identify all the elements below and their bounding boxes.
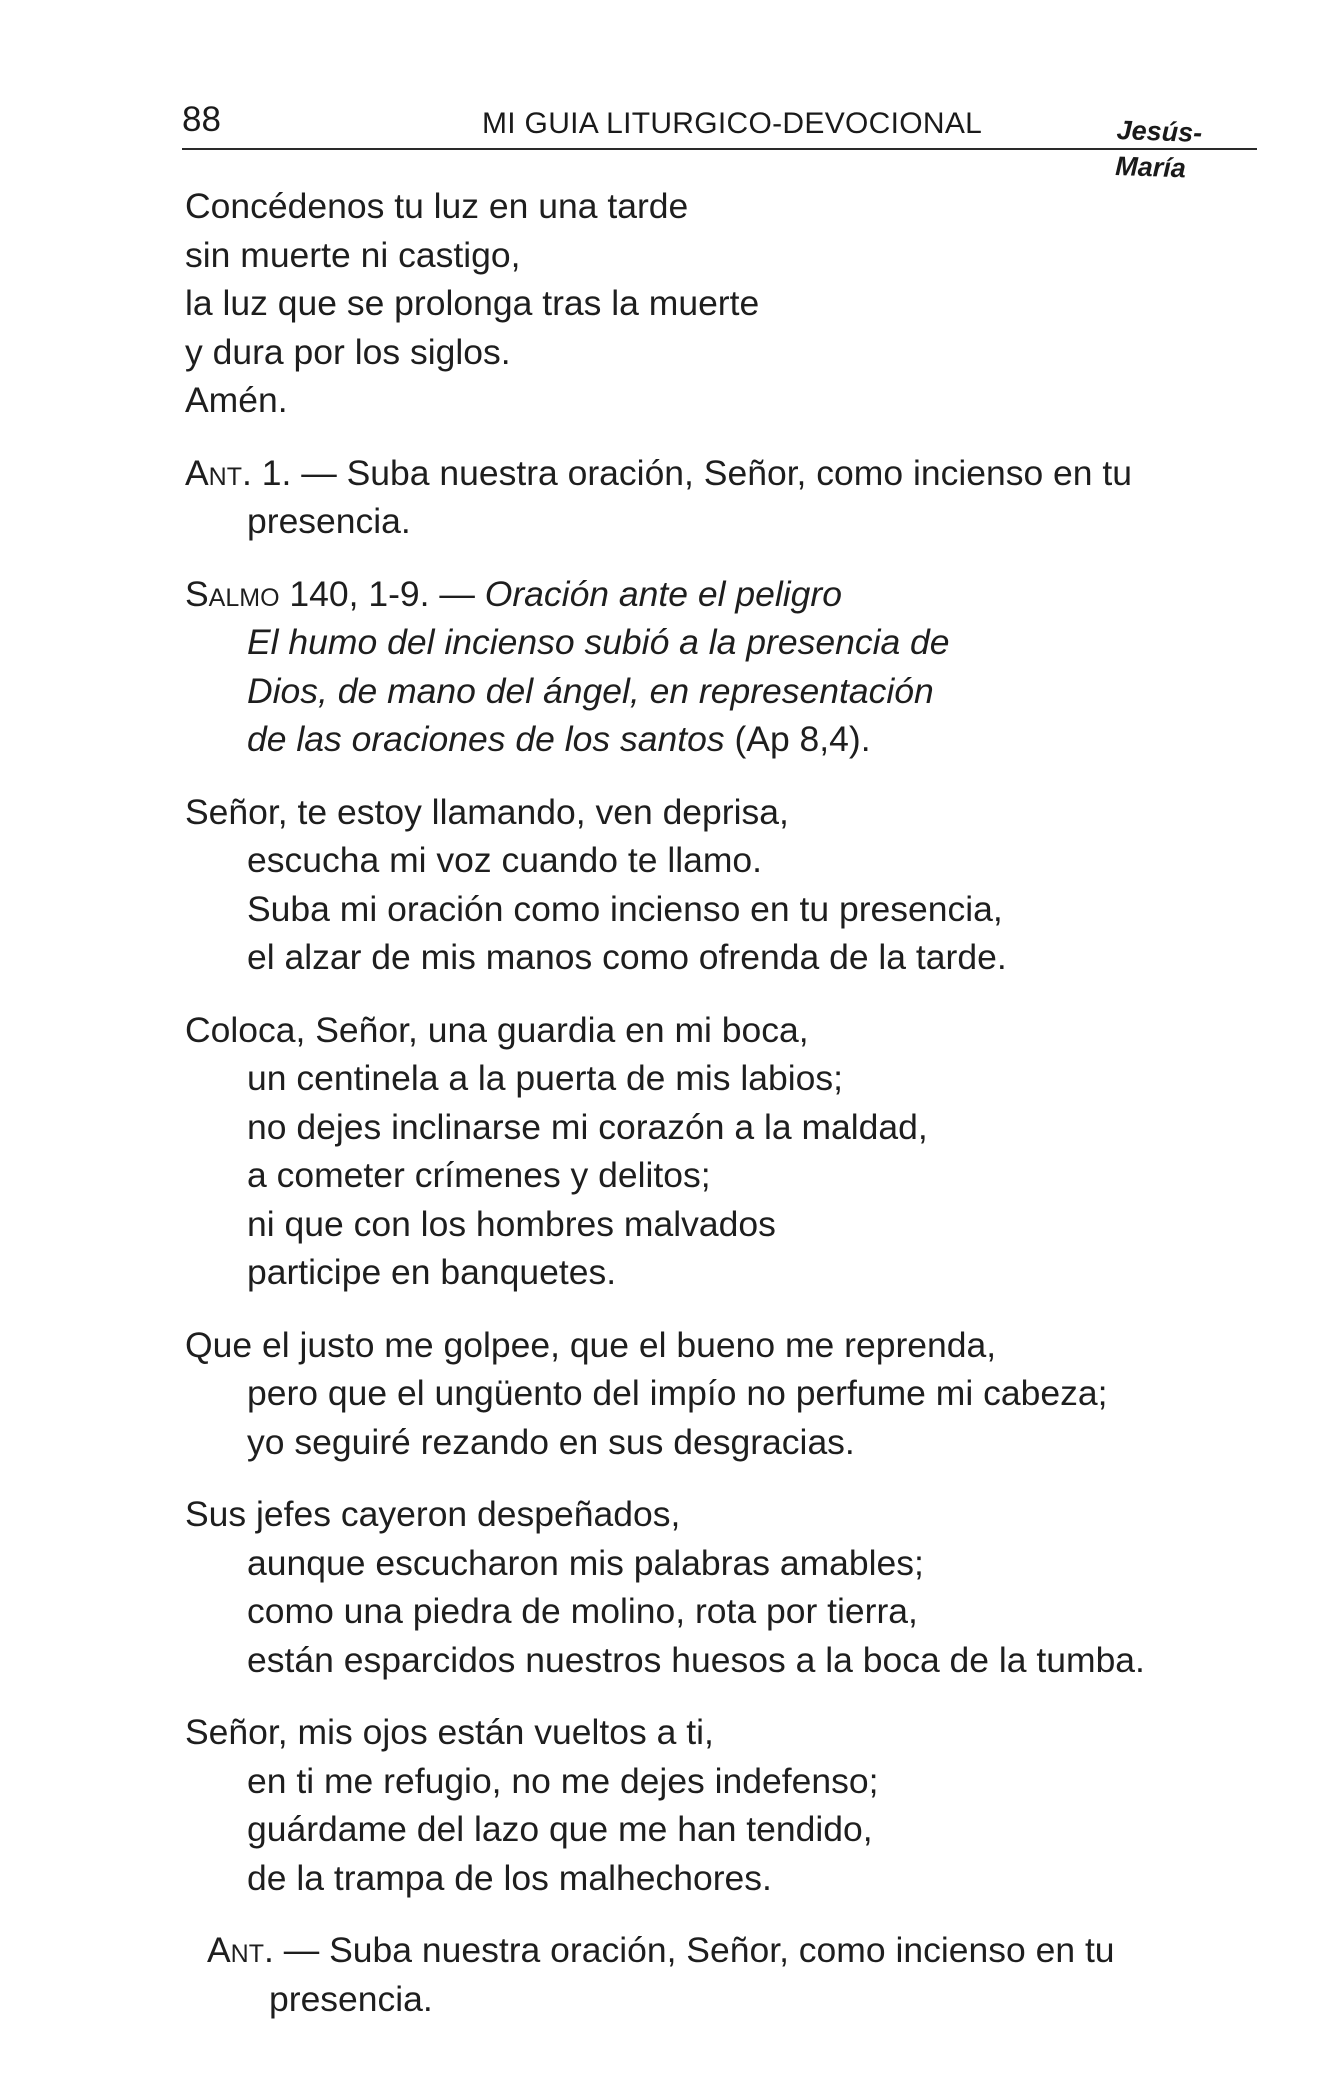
page-header — [182, 98, 1262, 184]
antiphon-label: Ant. — [207, 1930, 274, 1970]
antiphon-final — [185, 1926, 1305, 2023]
hymn-line: sin muerte ni castigo, — [185, 234, 521, 275]
psalm-stanza — [185, 1708, 1305, 1902]
publisher-mark: Jesús-María — [1114, 115, 1203, 184]
stanza-first-line: Sus jefes cayeron despeñados, — [185, 1494, 681, 1534]
page-number: 88 — [182, 100, 221, 139]
antiphon-dash: — — [291, 452, 347, 493]
psalm-label: Salmo — [185, 573, 280, 614]
stanza-line: no dejes inclinarse mi corazón a la maldad, — [247, 1106, 928, 1147]
psalm-epigraph-reference: (Ap 8,4). — [724, 719, 871, 759]
stanza-line: como una piedra de molino, rota por tierra, — [247, 1591, 918, 1631]
stanza-line: pero que el ungüento del impío no perfume mi cabeza; — [247, 1373, 1108, 1413]
psalm-title: Oración ante el peligro — [484, 573, 842, 614]
psalm-reference: 140, 1-9. — — [279, 573, 485, 614]
stanza-line: de la trampa de los malhechores. — [247, 1857, 772, 1898]
stanza-first-line: Que el justo me golpee, que el bueno me reprenda, — [185, 1324, 997, 1365]
hymn-line: la luz que se prolonga tras la muerte — [185, 283, 760, 323]
antiphon-dash: — — [273, 1930, 330, 1970]
antiphon-text-continued: presencia. — [247, 501, 411, 541]
psalm-stanza — [185, 1490, 1305, 1684]
psalm-stanza — [185, 1321, 1305, 1467]
psalm-stanza — [185, 788, 1305, 982]
stanza-line: un centinela a la puerta de mis labios; — [247, 1058, 843, 1098]
hymn-ending — [185, 182, 1305, 425]
stanza-line: aunque escucharon mis palabras amables; — [247, 1542, 924, 1583]
antiphon-text-continued: presencia. — [269, 1978, 433, 2019]
psalm-epigraph-line: Dios, de mano del ángel, en representación — [247, 670, 934, 711]
running-title: MI GUIA LITURGICO-DEVOCIONAL — [482, 107, 983, 140]
antiphon-text: Suba nuestra oración, Señor, como incienso en tu — [329, 1930, 1115, 1970]
stanza-line: yo seguiré rezando en sus desgracias. — [247, 1421, 855, 1462]
stanza-first-line: Señor, mis ojos están vueltos a ti, — [185, 1712, 714, 1752]
psalm-epigraph-line: de las oraciones de los santos — [247, 719, 725, 759]
stanza-line: están esparcidos nuestros huesos a la boca de la tumba. — [247, 1639, 1145, 1680]
stanza-first-line: Coloca, Señor, una guardia en mi boca, — [185, 1009, 809, 1050]
header-rule — [182, 148, 1257, 150]
page-body — [185, 182, 1305, 2023]
stanza-line: guárdame del lazo que me han tendido, — [247, 1809, 873, 1849]
psalm-stanza — [185, 1006, 1305, 1297]
stanza-line: el alzar de mis manos como ofrenda de la tarde. — [247, 937, 1007, 977]
stanza-line: participe en banquetes. — [247, 1252, 617, 1292]
stanza-line: ni que con los hombres malvados — [247, 1203, 776, 1244]
stanza-line: Suba mi oración como incienso en tu presencia, — [247, 888, 1003, 929]
hymn-line: Amén. — [185, 380, 288, 420]
antiphon-label: Ant. 1. — [185, 452, 292, 493]
stanza-line: a cometer crímenes y delitos; — [247, 1155, 711, 1195]
antiphon-text: Suba nuestra oración, Señor, como incienso en tu — [346, 452, 1133, 493]
stanza-line: en ti me refugio, no me dejes indefenso; — [247, 1760, 879, 1801]
hymn-line: Concédenos tu luz en una tarde — [185, 186, 689, 226]
hymn-line: y dura por los siglos. — [185, 331, 511, 372]
stanza-first-line: Señor, te estoy llamando, ven deprisa, — [185, 791, 789, 832]
psalm-heading — [185, 570, 1305, 764]
stanza-line: escucha mi voz cuando te llamo. — [247, 840, 763, 880]
antiphon-1 — [185, 449, 1305, 546]
psalm-epigraph-line: El humo del incienso subió a la presencia de — [247, 622, 950, 662]
